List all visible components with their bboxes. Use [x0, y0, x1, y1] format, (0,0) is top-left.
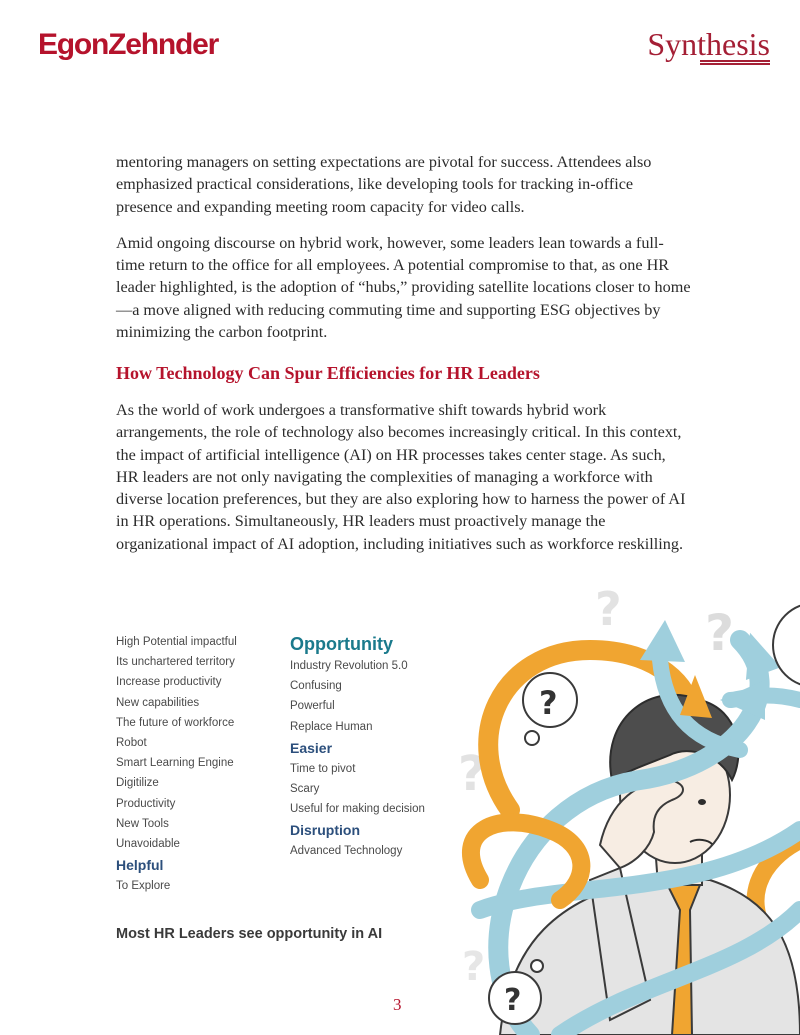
- faint-question-mark-icon: ?: [595, 582, 622, 636]
- word-unavoidable: Unavoidable: [116, 837, 180, 850]
- word-smart-learning: Smart Learning Engine: [116, 757, 234, 770]
- word-useful-decision: Useful for making decision: [290, 803, 425, 816]
- figure-caption: Most HR Leaders see opportunity in AI: [116, 926, 383, 942]
- word-helpful: Helpful: [116, 857, 164, 874]
- page-number: 3: [393, 995, 402, 1014]
- paragraph-1: mentoring managers on setting expectations are pivotal for success. Attendees also emphasized practical considerations, like developing tools for tracking in-office presence and expanding meeting room capacity for video calls.: [116, 153, 652, 216]
- thought-bubble-partial: [773, 603, 800, 687]
- intro-text: [116, 151, 691, 357]
- word-disruption: Disruption: [290, 822, 360, 839]
- word-productivity: Productivity: [116, 797, 176, 810]
- word-time-to-pivot: Time to pivot: [290, 762, 356, 775]
- word-unchartered: Its unchartered territory: [116, 656, 235, 669]
- section-text: [116, 399, 691, 569]
- question-mark-icon: ?: [539, 684, 558, 722]
- word-powerful: Powerful: [290, 700, 335, 713]
- thought-bubble-dot: [525, 731, 539, 745]
- word-new-capabilities: New capabilities: [116, 696, 200, 709]
- faint-question-mark-icon: ?: [705, 604, 735, 662]
- word-confusing: Confusing: [290, 680, 342, 693]
- word-future-workforce: The future of workforce: [116, 716, 235, 729]
- section-heading: How Technology Can Spur Efficiencies for HR Leaders: [116, 363, 540, 383]
- word-opportunity: Opportunity: [290, 634, 393, 654]
- confused-person-illustration: [440, 580, 800, 1035]
- word-to-explore: To Explore: [116, 880, 171, 893]
- synthesis-logo: Synthesis: [647, 26, 770, 62]
- word-industry-revolution: Industry Revolution 5.0: [290, 660, 408, 672]
- word-increase-productivity: Increase productivity: [116, 676, 222, 689]
- eye: [698, 799, 706, 805]
- word-high-potential: High Potential impactful: [116, 636, 237, 648]
- word-digitilize: Digitilize: [116, 777, 159, 790]
- faint-question-mark-icon: ?: [462, 944, 486, 990]
- word-cloud-right: [290, 632, 425, 862]
- paragraph-2: Amid ongoing discourse on hybrid work, however, some leaders lean towards a full-time return to the office for all employees. A potential compromise to that, as one HR leader highlighted, is the adoption of “hubs,” providing satellite locations closer to home—a move aligned with reducing commuting time and supporting ESG objectives by minimizing the carbon footprint.: [116, 233, 691, 342]
- word-robot: Robot: [116, 736, 147, 749]
- word-cloud-left: [116, 632, 237, 896]
- word-scary: Scary: [290, 782, 320, 795]
- egon-zehnder-logo: EgonZehnder: [38, 28, 219, 61]
- word-easier: Easier: [290, 739, 333, 756]
- thought-bubble-dot: [531, 960, 543, 972]
- word-advanced-technology: Advanced Technology: [290, 845, 403, 858]
- section-paragraph: As the world of work undergoes a transformative shift towards hybrid work arrangements, the role of technology also becomes increasingly critical. In this context, the impact of artificial intelligence (AI) on HR processes takes center stage. As such, HR leaders are not only navigating the complexities of managing a workforce with diverse location preferences, but they are also exploring how to harness the power of AI in HR operations. Simultaneously, HR leaders must proactively manage the organizational impact of AI adoption, including initiatives such as workforce reskilling.: [116, 401, 686, 553]
- question-mark-icon: ?: [504, 983, 522, 1018]
- word-replace-human: Replace Human: [290, 720, 373, 733]
- word-new-tools: New Tools: [116, 817, 169, 830]
- synthesis-logo-rule: [700, 60, 770, 65]
- faint-question-mark-icon: ?: [458, 746, 486, 802]
